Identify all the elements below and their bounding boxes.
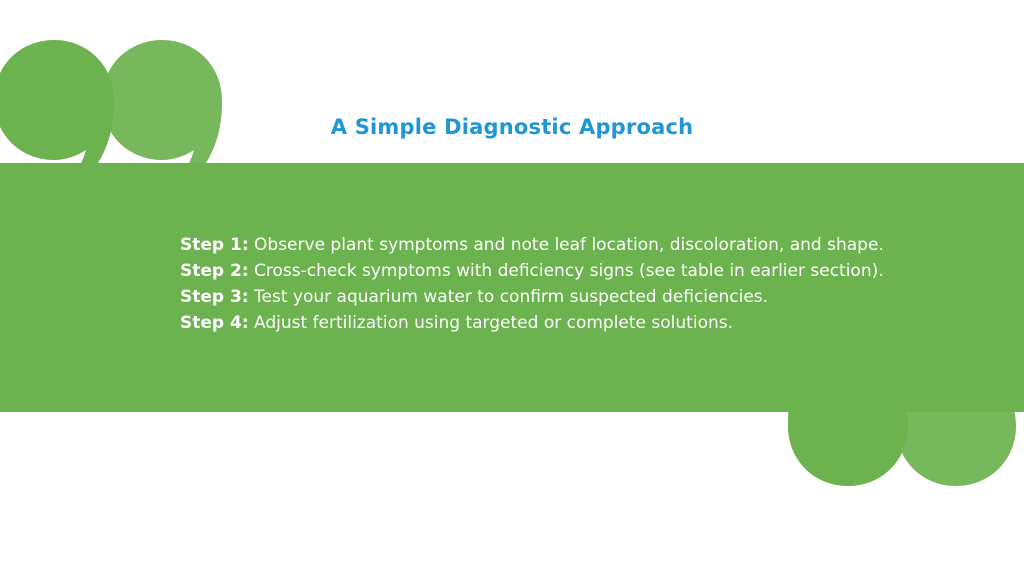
step-label: Step 3: bbox=[180, 287, 249, 307]
step-label: Step 4: bbox=[180, 313, 249, 333]
list-item bbox=[180, 232, 940, 258]
step-label: Step 2: bbox=[180, 261, 249, 281]
step-label: Step 1: bbox=[180, 235, 249, 255]
step-text: Test your aquarium water to confirm suspected deficiencies. bbox=[254, 287, 769, 307]
steps-list bbox=[180, 232, 940, 336]
page-title: A Simple Diagnostic Approach bbox=[330, 115, 694, 139]
list-item bbox=[180, 310, 940, 336]
step-text: Cross-check symptoms with deficiency signs (see table in earlier section). bbox=[254, 261, 884, 281]
list-item bbox=[180, 284, 940, 310]
step-text: Adjust fertilization using targeted or complete solutions. bbox=[254, 313, 734, 333]
step-text: Observe plant symptoms and note leaf location, discoloration, and shape. bbox=[254, 235, 884, 255]
list-item bbox=[180, 258, 940, 284]
